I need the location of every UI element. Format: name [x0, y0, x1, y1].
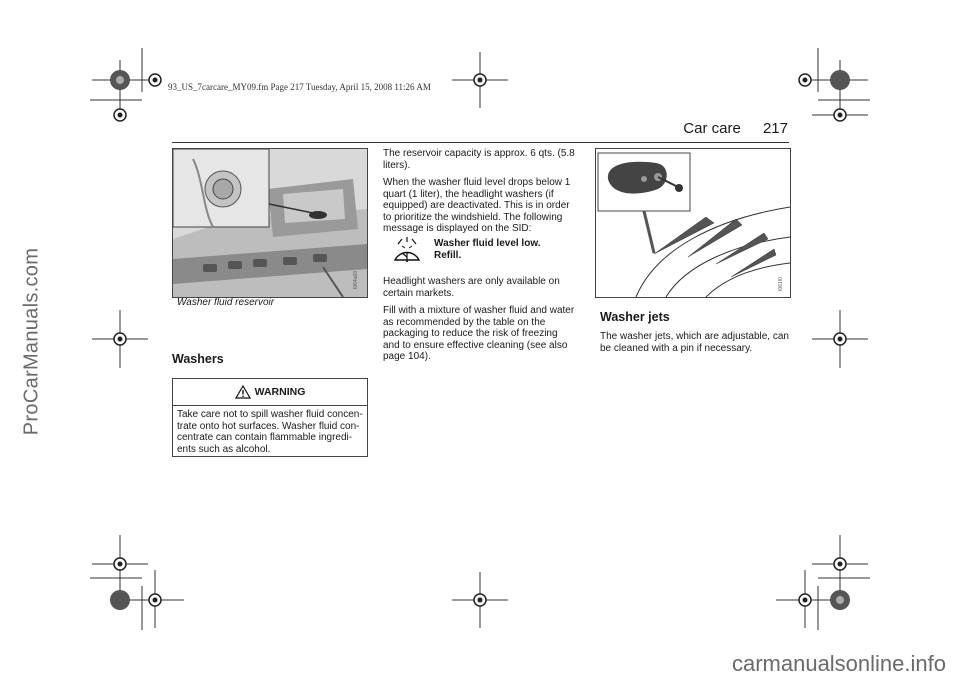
figure-caption: Washer fluid reservoir — [177, 297, 275, 308]
header-rule — [172, 142, 789, 143]
bottom-watermark: carmanualsonline.info — [731, 651, 946, 676]
section-title: Car care — [683, 120, 741, 137]
washer-jets-heading: Washer jets — [600, 310, 670, 324]
engine-bay-illustration — [173, 149, 367, 297]
page-number: 217 — [762, 120, 788, 137]
washers-heading: Washers — [172, 352, 224, 366]
running-head — [683, 120, 788, 137]
file-header: 93_US_7carcare_MY09.fm Page 217 Tuesday, April 15, 2008 11:26 AM — [168, 82, 431, 92]
capacity-paragraph: The reservoir capacity is approx. 6 qts. (5.8 liters). — [383, 148, 575, 171]
warning-text: Take care not to spill washer fluid concen-trate onto hot surfaces. Washer fluid con-centrate can contain flammable ingredi-ents such as alcohol. — [177, 409, 363, 455]
warning-box — [172, 378, 368, 457]
middle-column — [383, 148, 576, 241]
sid-message-line1: Washer fluid level low. — [434, 238, 541, 249]
middle-column-lower — [383, 276, 576, 369]
warning-title-bar — [173, 379, 367, 406]
washer-jets-text: The washer jets, which are adjustable, can be cleaned with a pin if necessary. — [600, 331, 789, 354]
sid-message-line2: Refill. — [434, 249, 462, 261]
washer-jets-figure — [595, 148, 791, 298]
warning-triangle-icon — [235, 385, 251, 399]
figure-code: I061f0 — [778, 277, 784, 291]
washer-reservoir-figure — [172, 148, 368, 298]
sid-message — [434, 238, 541, 261]
washer-fluid-icon — [392, 236, 422, 264]
washer-jets-illustration — [596, 149, 790, 297]
level-paragraph: When the washer fluid level drops below 1 quart (1 liter), the headlight washers (if equipped) are deactivated. This is in order to prioritize the windshield. The following message is displayed on the SID: — [383, 177, 571, 234]
figure-code: I064a03 — [353, 270, 359, 289]
headlight-paragraph: Headlight washers are only available on certain markets. — [383, 276, 560, 299]
warning-title: WARNING — [254, 386, 306, 398]
fill-paragraph: Fill with a mixture of washer fluid and water as recommended by the table on the packaging to reduce the risk of freezing and to ensure effective cleaning (see also page 104). — [383, 305, 575, 362]
side-watermark: ProCarManuals.com — [20, 247, 43, 436]
